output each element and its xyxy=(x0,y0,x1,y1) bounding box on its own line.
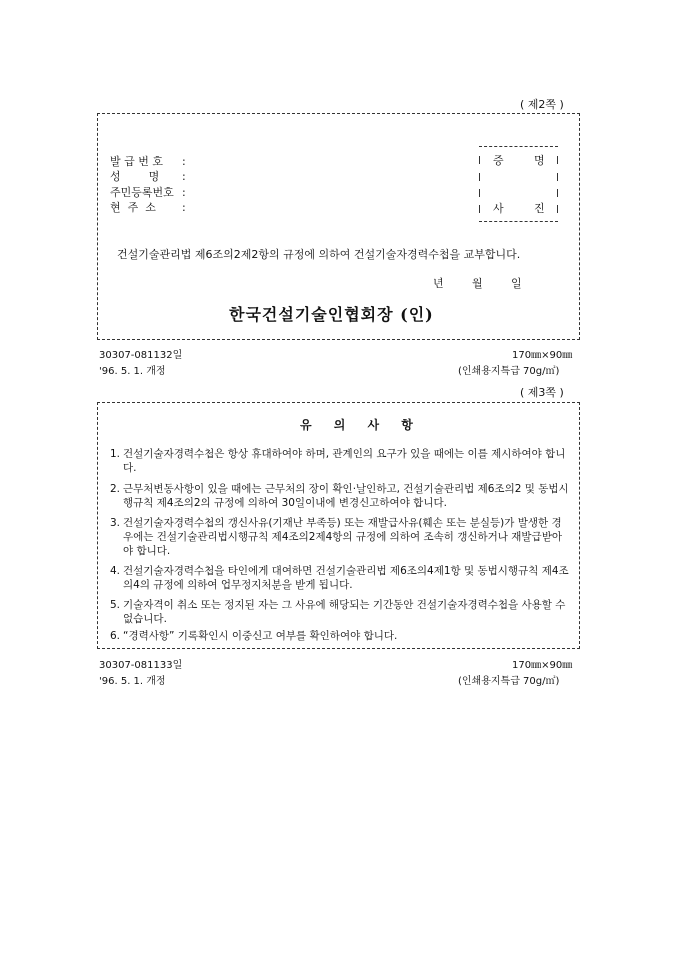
note-number: 1. xyxy=(110,448,121,460)
form-size: 170㎜×90㎜ xyxy=(512,350,573,361)
photo-box-edge xyxy=(557,173,558,181)
photo-box-frame xyxy=(479,146,558,222)
date-year: 년 xyxy=(433,277,444,290)
photo-box-edge xyxy=(479,156,480,164)
paper-spec: (인쇄용지특급 70g/㎡) xyxy=(458,366,560,377)
photo-label-text: 증 xyxy=(493,154,504,167)
field-address xyxy=(110,199,186,215)
field-colon: : xyxy=(182,186,186,199)
photo-box-edge xyxy=(557,189,558,197)
revision-date: '96. 5. 1. 개정 xyxy=(99,366,166,377)
notes-title: 유 의 사 항 xyxy=(300,418,422,432)
photo-box-edge xyxy=(557,156,558,164)
note-item xyxy=(110,598,570,626)
field-issue-number xyxy=(110,153,186,169)
field-label: 주민등록번호 xyxy=(110,186,174,199)
note-item xyxy=(110,482,570,510)
issue-statement: 건설기술관리법 제6조의2제2항의 규정에 의하여 건설기술자경력수첩을 교부합니다. xyxy=(117,248,521,261)
field-colon: : xyxy=(182,201,186,214)
photo-box xyxy=(479,146,558,222)
field-resident-number xyxy=(110,184,186,200)
field-label: 현 주 소 xyxy=(110,201,156,214)
form-code: 30307-081133일 xyxy=(99,660,183,671)
note-number: 5. xyxy=(110,599,121,611)
paper-spec: (인쇄용지특급 70g/㎡) xyxy=(458,676,560,687)
form-size: 170㎜×90㎜ xyxy=(512,660,573,671)
note-text: 건설기술자경력수첩의 갱신사유(기재난 부족등) 또는 재발급사유(훼손 또는 분실등)가 발생한 경우에는 건설기술관리법시행규칙 제4조의2제4항의 규정에 의하여 조속히 갱신하거나 재발급받아야 합니다. xyxy=(123,517,562,557)
note-text: 기술자격이 취소 또는 정지된 자는 그 사유에 해당되는 기간동안 건설기술자경력수첩을 사용할 수 없습니다. xyxy=(123,599,566,625)
note-number: 4. xyxy=(110,565,121,577)
date-day: 일 xyxy=(511,277,522,290)
photo-box-edge xyxy=(479,173,480,181)
revision-date: '96. 5. 1. 개정 xyxy=(99,676,166,687)
note-item xyxy=(110,447,570,475)
field-label: 성 명 xyxy=(110,170,160,183)
photo-label-text: 진 xyxy=(534,202,545,215)
note-text: 건설기술자경력수첩은 항상 휴대하여야 하며, 관계인의 요구가 있을 때에는 이를 제시하여야 합니다. xyxy=(123,448,566,474)
note-item xyxy=(110,629,570,643)
note-number: 6. xyxy=(110,630,121,642)
field-colon: : xyxy=(182,155,186,168)
note-item xyxy=(110,564,570,592)
note-text: “경력사항” 기록확인시 이중신고 여부를 확인하여야 합니다. xyxy=(123,630,398,642)
page-label-front: ( 제2쪽 ) xyxy=(520,98,564,111)
photo-label-text: 사 xyxy=(493,202,504,215)
note-item xyxy=(110,516,570,558)
photo-label-text: 명 xyxy=(534,154,545,167)
form-code: 30307-081132일 xyxy=(99,350,183,361)
note-number: 3. xyxy=(110,517,121,529)
photo-box-edge xyxy=(479,189,480,197)
photo-box-edge xyxy=(557,205,558,213)
field-name xyxy=(110,168,186,184)
page-label-back: ( 제3쪽 ) xyxy=(520,386,564,399)
note-text: 근무처변동사항이 있을 때에는 근무처의 장이 확인·날인하고, 건설기술관리법 제6조의2 및 동법시행규칙 제4조의2의 규정에 의하여 30일이내에 변경신고하여야 합니다. xyxy=(123,483,569,509)
field-label: 발 급 번 호 xyxy=(110,155,163,168)
issuer-name: 한국건설기술인협회장 (인) xyxy=(229,305,434,324)
date-month: 월 xyxy=(472,277,483,290)
photo-box-edge xyxy=(479,205,480,213)
note-text: 건설기술자경력수첩을 타인에게 대여하면 건설기술관리법 제6조의4제1항 및 동법시행규칙 제4조의4의 규정에 의하여 업무정지처분을 받게 됩니다. xyxy=(123,565,569,591)
note-number: 2. xyxy=(110,483,121,495)
field-colon: : xyxy=(182,170,186,183)
